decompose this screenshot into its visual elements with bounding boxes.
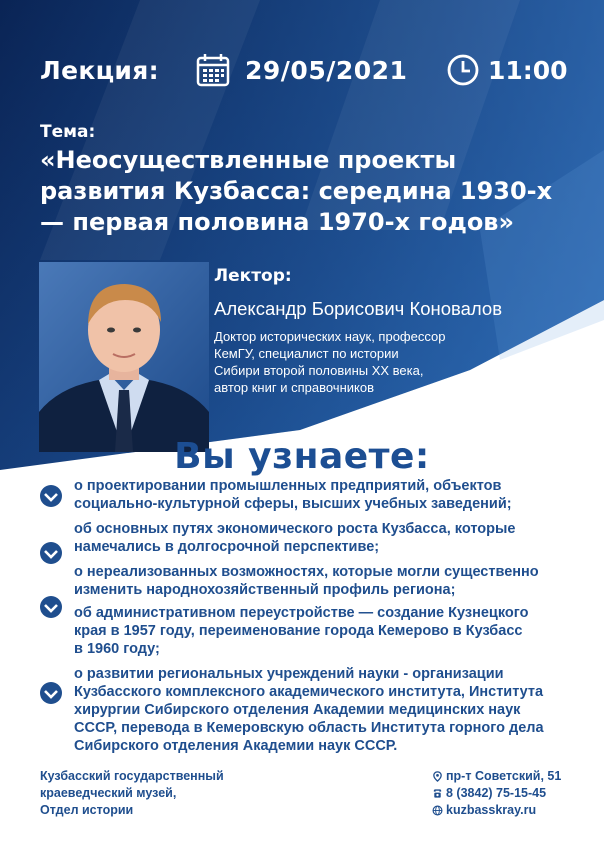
check-circle-icon bbox=[39, 681, 63, 705]
lector-photo bbox=[39, 262, 209, 452]
check-circle-icon bbox=[39, 595, 63, 619]
learn-heading: Вы узнаете: bbox=[174, 436, 430, 477]
organization-line: Кузбасский государственный bbox=[40, 769, 224, 783]
topic-title bbox=[40, 145, 580, 238]
phone-row bbox=[432, 785, 561, 802]
address-row bbox=[432, 768, 561, 785]
topic-label: Тема: bbox=[40, 122, 96, 142]
header-row bbox=[40, 52, 580, 92]
lecture-label: Лекция: bbox=[40, 56, 159, 85]
learn-item-line: социально-культурной сферы, высших учебных заведений; bbox=[74, 496, 512, 512]
learn-item-line: в 1960 году; bbox=[74, 641, 160, 657]
clock-icon bbox=[446, 53, 480, 87]
learn-item-line: края в 1957 году, переименование города Кемерово в Кузбасс bbox=[74, 623, 523, 639]
learn-item-line: СССР, перевода в Кемеровскую область Института горного дела bbox=[74, 720, 544, 736]
organization-line: Отдел истории bbox=[40, 803, 134, 817]
lector-label: Лектор: bbox=[214, 266, 292, 286]
website-link[interactable]: kuzbasskray.ru bbox=[446, 803, 537, 817]
phone: 8 (3842) 75-15-45 bbox=[446, 786, 547, 800]
learn-item bbox=[74, 477, 584, 513]
topic-title-line: «Неосуществленные проекты bbox=[40, 146, 457, 174]
learn-item-line: Сибирского отделения Академии наук СССР. bbox=[74, 738, 398, 754]
lector-description-line: КемГУ, специалист по истории bbox=[214, 346, 399, 361]
check-circle-icon bbox=[39, 541, 63, 565]
lector-description-line: Доктор исторических наук, профессор bbox=[214, 329, 446, 344]
learn-item bbox=[74, 665, 584, 755]
learn-item bbox=[74, 604, 584, 658]
learn-item bbox=[74, 563, 584, 599]
lector-description-line: автор книг и справочников bbox=[214, 380, 374, 395]
lecture-time: 11:00 bbox=[488, 56, 568, 85]
organization-line: краеведческий музей, bbox=[40, 786, 177, 800]
learn-item-line: изменить народнохозяйственный профиль региона; bbox=[74, 582, 456, 598]
learn-item-line: о развитии региональных учреждений науки - организации bbox=[74, 666, 504, 682]
lecture-date: 29/05/2021 bbox=[245, 56, 408, 85]
contacts bbox=[432, 768, 561, 819]
calendar-icon bbox=[195, 52, 231, 88]
learn-item-line: об административном переустройстве — создание Кузнецкого bbox=[74, 605, 529, 621]
address: пр-т Советский, 51 bbox=[446, 769, 562, 783]
learn-item-line: хирургии Сибирского отделения Академии медицинских наук bbox=[74, 702, 521, 718]
learn-item-line: о нереализованных возможностях, которые могли существенно bbox=[74, 564, 539, 580]
learn-item-line: намечались в долгосрочной перспективе; bbox=[74, 539, 380, 555]
learn-item-line: Кузбасского комплексного академического института, Института bbox=[74, 684, 544, 700]
learn-item-line: об основных путях экономического роста Кузбасса, которые bbox=[74, 521, 516, 537]
lector-name: Александр Борисович Коновалов bbox=[214, 298, 503, 319]
learn-item bbox=[74, 520, 584, 556]
lector-description-line: Сибири второй половины XX века, bbox=[214, 363, 424, 378]
learn-item-line: о проектировании промышленных предприятий, объектов bbox=[74, 478, 502, 494]
site-row bbox=[432, 802, 561, 819]
phone-icon bbox=[432, 788, 443, 799]
topic-title-line: — первая половина 1970-х годов» bbox=[40, 208, 514, 236]
location-icon bbox=[432, 771, 443, 782]
globe-icon bbox=[432, 805, 443, 816]
check-circle-icon bbox=[39, 484, 63, 508]
organization-name bbox=[40, 768, 224, 819]
lector-description bbox=[214, 328, 504, 396]
topic-title-line: развития Кузбасса: середина 1930-х bbox=[40, 177, 553, 205]
